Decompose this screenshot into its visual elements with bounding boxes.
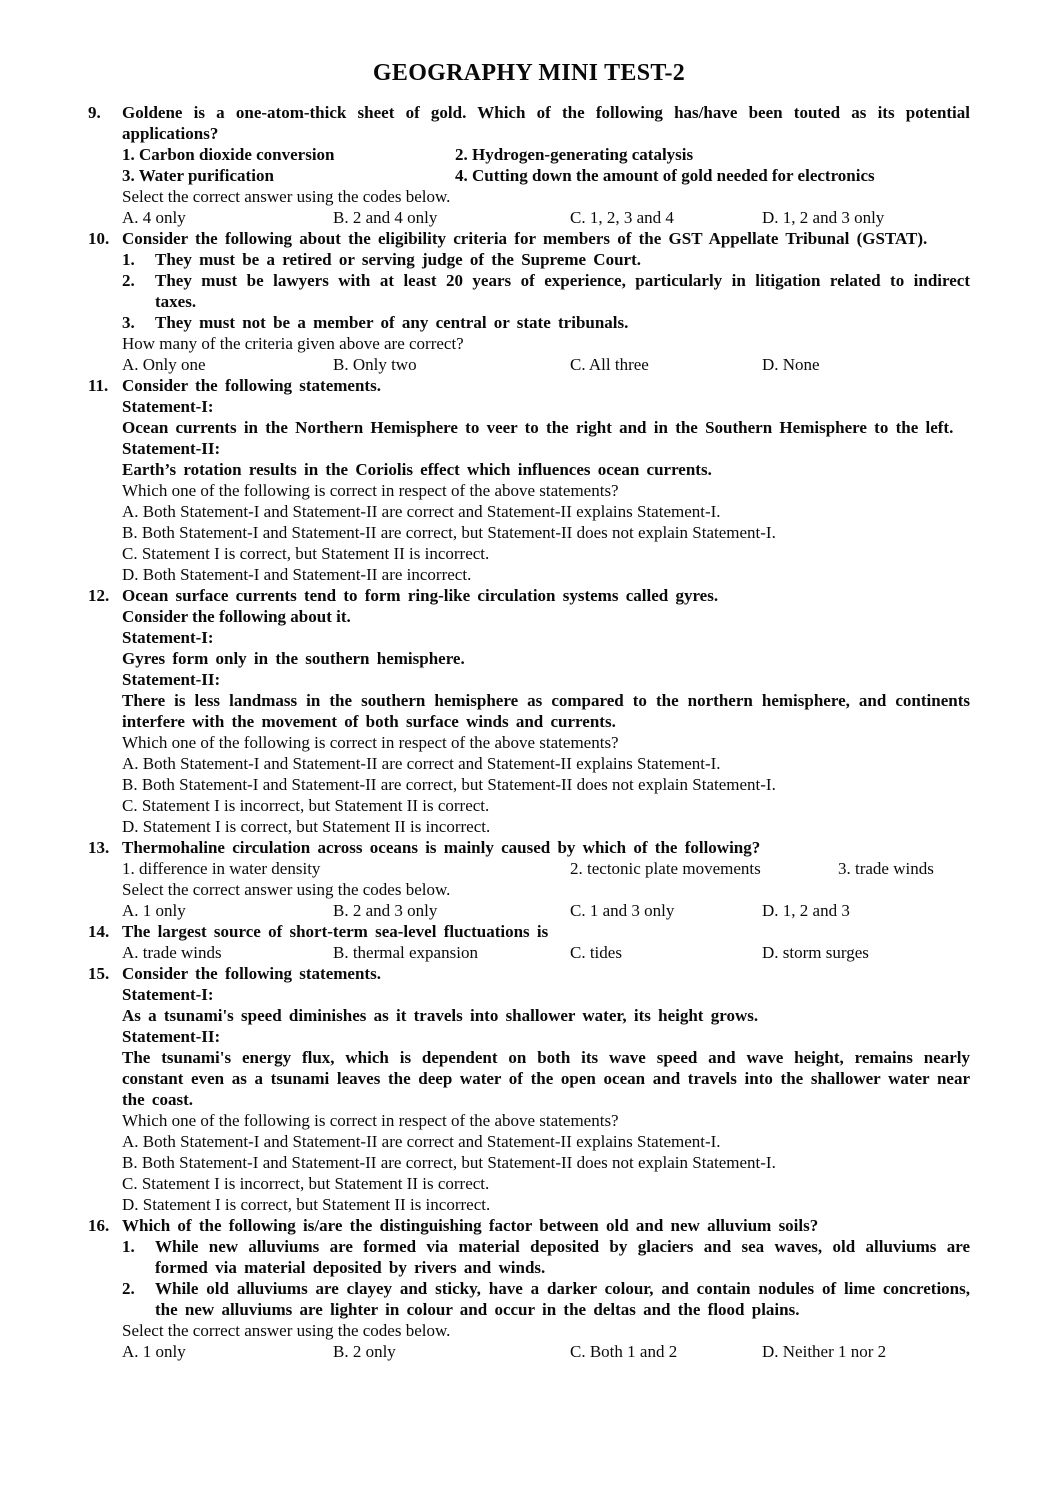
- questions: [88, 102, 970, 1362]
- question-number: 12.: [88, 586, 110, 605]
- question: [88, 1215, 970, 1362]
- option-cell: C. Both 1 and 2: [570, 1342, 678, 1361]
- sub-option: 1. Carbon dioxide conversion: [122, 145, 335, 164]
- option-cell: A. 1 only: [122, 1342, 186, 1361]
- option-cell: B. 2 only: [333, 1342, 396, 1361]
- options-row: [122, 942, 970, 963]
- list-item-number: 2.: [122, 1279, 135, 1298]
- option-cell: A. 4 only: [122, 208, 186, 227]
- question-text: Ocean surface currents tend to form ring-like circulation systems called gyres.: [122, 586, 719, 605]
- options-row: [122, 900, 970, 921]
- option-line: D. Both Statement-I and Statement-II are incorrect.: [122, 565, 472, 584]
- question-text: Consider the following statements.: [122, 376, 381, 395]
- question: [88, 585, 970, 837]
- statement-label: Statement-II:: [122, 439, 221, 458]
- list-item-text: They must be a retired or serving judge of the Supreme Court.: [155, 250, 641, 269]
- statement-text: Earth’s rotation results in the Coriolis effect which influences ocean currents.: [122, 460, 712, 479]
- option-cell: B. thermal expansion: [333, 943, 478, 962]
- question-text: Goldene is a one-atom-thick sheet of gold. Which of the following has/have been touted as its potential applications?: [122, 103, 970, 143]
- option-line: A. Both Statement-I and Statement-II are correct and Statement-II explains Statement-I.: [122, 1132, 721, 1151]
- question: [88, 921, 970, 963]
- question-number: 14.: [88, 922, 110, 941]
- options-row: [122, 354, 970, 375]
- list-item: [122, 249, 970, 270]
- option-cell: D. None: [762, 355, 820, 374]
- question-body: [122, 375, 970, 585]
- list-item-text: They must be lawyers with at least 20 years of experience, particularly in litigation related to indirect taxes.: [155, 271, 970, 311]
- option-line: C. Statement I is incorrect, but Statement II is correct.: [122, 1174, 490, 1193]
- statement-text: There is less landmass in the southern hemisphere as compared to the northern hemisphere, and continents interfere with the movement of both surface winds and currents.: [122, 691, 970, 731]
- question-text: The largest source of short-term sea-level fluctuations is: [122, 922, 549, 941]
- question: [88, 375, 970, 585]
- statement-text: Gyres form only in the southern hemisphere.: [122, 649, 465, 668]
- list-item-number: 2.: [122, 271, 135, 290]
- question-number: 11.: [88, 376, 109, 395]
- question: [88, 228, 970, 375]
- statement-label: Statement-II:: [122, 1027, 221, 1046]
- question-number: 13.: [88, 838, 110, 857]
- sub-option: 3. trade winds: [838, 859, 934, 878]
- option-cell: A. trade winds: [122, 943, 222, 962]
- option-cell: D. Neither 1 nor 2: [762, 1342, 887, 1361]
- question-body: [122, 921, 970, 963]
- option-cell: C. All three: [570, 355, 649, 374]
- option-cell: C. 1 and 3 only: [570, 901, 675, 920]
- question-subtext: Consider the following about it.: [122, 607, 351, 626]
- question-body: [122, 1215, 970, 1362]
- question: [88, 963, 970, 1215]
- instruction-text: Select the correct answer using the codes below.: [122, 1321, 451, 1340]
- list-item-number: 1.: [122, 250, 135, 269]
- question-number: 10.: [88, 229, 110, 248]
- statement-text: Ocean currents in the Northern Hemisphere to veer to the right and in the Southern Hemisphere to the left.: [122, 418, 954, 437]
- question: [88, 837, 970, 921]
- instruction-text: Which one of the following is correct in respect of the above statements?: [122, 481, 619, 500]
- instruction-text: Which one of the following is correct in respect of the above statements?: [122, 1111, 619, 1130]
- sub-option: 2. Hydrogen-generating catalysis: [455, 145, 694, 164]
- option-cell: A. Only one: [122, 355, 206, 374]
- statement-text: The tsunami's energy flux, which is dependent on both its wave speed and wave height, remains nearly constant even as a tsunami leaves the deep water of the open ocean and travels into the shallower water near the coast.: [122, 1048, 970, 1109]
- option-line: B. Both Statement-I and Statement-II are correct, but Statement-II does not explain Statement-I.: [122, 775, 776, 794]
- option-line: C. Statement I is incorrect, but Statement II is correct.: [122, 796, 490, 815]
- list-item-text: While new alluviums are formed via material deposited by glaciers and sea waves, old alluviums are formed via material deposited by rivers and winds.: [155, 1237, 970, 1277]
- question-body: [122, 837, 970, 921]
- option-line: D. Statement I is correct, but Statement II is incorrect.: [122, 1195, 491, 1214]
- option-cell: C. tides: [570, 943, 622, 962]
- question-number: 15.: [88, 964, 110, 983]
- sub-options-row: [122, 144, 970, 165]
- list-item: [122, 312, 970, 333]
- options-row: [122, 1341, 970, 1362]
- option-cell: B. Only two: [333, 355, 417, 374]
- sub-option: 2. tectonic plate movements: [570, 859, 761, 878]
- option-line: C. Statement I is correct, but Statement II is incorrect.: [122, 544, 490, 563]
- option-cell: D. 1, 2 and 3: [762, 901, 850, 920]
- question-number: 16.: [88, 1216, 110, 1235]
- option-cell: D. storm surges: [762, 943, 869, 962]
- instruction-text: Select the correct answer using the codes below.: [122, 187, 451, 206]
- option-line: B. Both Statement-I and Statement-II are correct, but Statement-II does not explain Statement-I.: [122, 523, 776, 542]
- question-text: Thermohaline circulation across oceans is mainly caused by which of the following?: [122, 838, 761, 857]
- instruction-text: Which one of the following is correct in respect of the above statements?: [122, 733, 619, 752]
- list-item: [122, 270, 970, 312]
- sub-option: 1. difference in water density: [122, 859, 321, 878]
- question-body: [122, 102, 970, 228]
- list-item-number: 3.: [122, 313, 135, 332]
- page-title: GEOGRAPHY MINI TEST-2: [372, 60, 686, 86]
- statement-text: As a tsunami's speed diminishes as it travels into shallower water, its height grows.: [122, 1006, 759, 1025]
- option-cell: C. 1, 2, 3 and 4: [570, 208, 674, 227]
- sub-options-row: [122, 165, 970, 186]
- question-body: [122, 228, 970, 375]
- question-text: Which of the following is/are the distinguishing factor between old and new alluvium soils?: [122, 1216, 819, 1235]
- instruction-text: Select the correct answer using the codes below.: [122, 880, 451, 899]
- question-body: [122, 963, 970, 1215]
- sub-option: 4. Cutting down the amount of gold needed for electronics: [455, 166, 875, 185]
- numbered-list: [122, 249, 970, 333]
- numbered-list: [122, 1236, 970, 1320]
- question: [88, 102, 970, 228]
- statement-label: Statement-I:: [122, 397, 214, 416]
- option-cell: B. 2 and 3 only: [333, 901, 438, 920]
- option-line: D. Statement I is correct, but Statement II is incorrect.: [122, 817, 491, 836]
- list-item-text: While old alluviums are clayey and sticky, have a darker colour, and contain nodules of lime concretions, the new alluviums are lighter in colour and occur in the deltas and the flood plains.: [155, 1279, 970, 1319]
- list-item: [122, 1236, 970, 1278]
- option-cell: A. 1 only: [122, 901, 186, 920]
- option-cell: D. 1, 2 and 3 only: [762, 208, 885, 227]
- sub-options-row: [122, 858, 970, 879]
- question-body: [122, 585, 970, 837]
- instruction-text: How many of the criteria given above are correct?: [122, 334, 464, 353]
- options-row: [122, 207, 970, 228]
- question-text: Consider the following about the eligibility criteria for members of the GST Appellate Tribunal (GSTAT).: [122, 229, 928, 248]
- sub-option: 3. Water purification: [122, 166, 274, 185]
- question-number: 9.: [88, 103, 101, 122]
- option-cell: B. 2 and 4 only: [333, 208, 438, 227]
- option-line: A. Both Statement-I and Statement-II are correct and Statement-II explains Statement-I.: [122, 502, 721, 521]
- list-item-text: They must not be a member of any central or state tribunals.: [155, 313, 629, 332]
- list-item-number: 1.: [122, 1237, 135, 1256]
- question-text: Consider the following statements.: [122, 964, 381, 983]
- statement-label: Statement-I:: [122, 628, 214, 647]
- list-item: [122, 1278, 970, 1320]
- option-line: B. Both Statement-I and Statement-II are correct, but Statement-II does not explain Statement-I.: [122, 1153, 776, 1172]
- statement-label: Statement-II:: [122, 670, 221, 689]
- option-line: A. Both Statement-I and Statement-II are correct and Statement-II explains Statement-I.: [122, 754, 721, 773]
- statement-label: Statement-I:: [122, 985, 214, 1004]
